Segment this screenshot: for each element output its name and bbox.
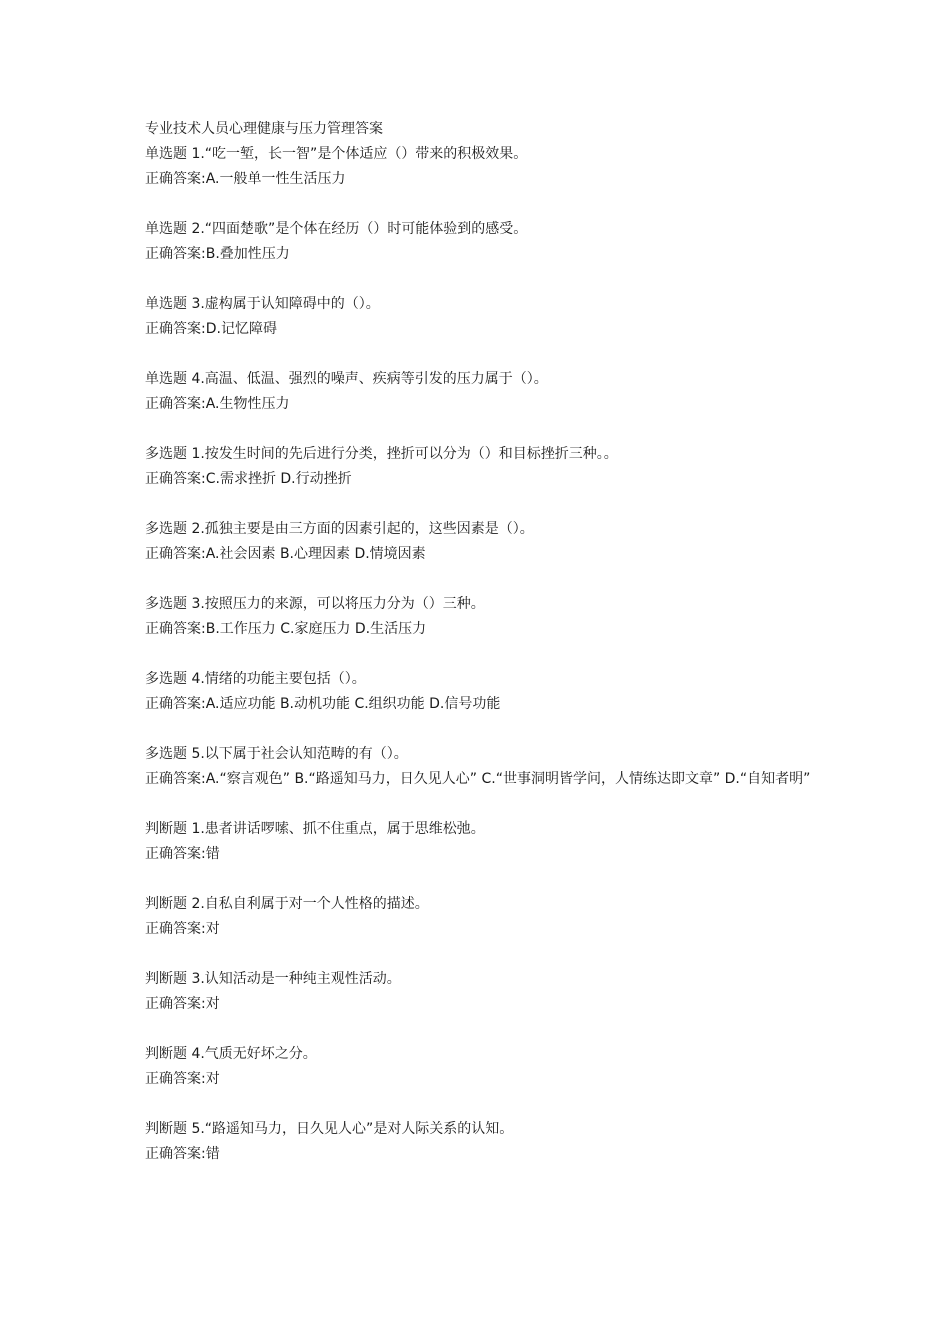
answer-text: 正确答案:对 (145, 996, 220, 1012)
question-block (145, 742, 815, 792)
answer-text: 正确答案:错 (145, 846, 220, 862)
question-block (145, 142, 815, 192)
question-block (145, 817, 815, 867)
answer-text: 正确答案:A.生物性压力 (145, 396, 290, 412)
question-block (145, 667, 815, 717)
question-text: 判断题 2.自私自利属于对一个人性格的描述。 (145, 896, 429, 912)
question-text: 单选题 1.“吃一堑，长一智”是个体适应（）带来的积极效果。 (145, 146, 528, 162)
question-block (145, 892, 815, 942)
question-block (145, 967, 815, 1017)
question-text: 判断题 1.患者讲话啰嗦、抓不住重点，属于思维松弛。 (145, 821, 485, 837)
question-block (145, 1042, 815, 1092)
answer-text: 正确答案:D.记忆障碍 (145, 321, 277, 337)
question-text: 多选题 3.按照压力的来源，可以将压力分为（）三种。 (145, 596, 485, 612)
document-page (145, 118, 815, 1192)
answer-text: 正确答案:A.一般单一性生活压力 (145, 171, 346, 187)
question-text: 判断题 5.“路遥知马力，日久见人心”是对人际关系的认知。 (145, 1121, 514, 1137)
answer-text: 正确答案:对 (145, 1071, 220, 1087)
question-block (145, 292, 815, 342)
answer-text: 正确答案:A.社会因素 B.心理因素 D.情境因素 (145, 546, 426, 562)
answer-text: 正确答案:A.“察言观色” B.“路遥知马力，日久见人心” C.“世事洞明皆学问，人情练达即文章” D.“自知者明” (145, 771, 811, 787)
question-text: 多选题 1.按发生时间的先后进行分类，挫折可以分为（）和目标挫折三种。。 (145, 446, 618, 462)
answer-text: 正确答案:B.叠加性压力 (145, 246, 290, 262)
answer-text: 正确答案:对 (145, 921, 220, 937)
question-block (145, 592, 815, 642)
question-text: 多选题 4.情绪的功能主要包括（）。 (145, 671, 366, 687)
question-block (145, 1117, 815, 1167)
question-text: 多选题 2.孤独主要是由三方面的因素引起的，这些因素是（）。 (145, 521, 534, 537)
question-block (145, 217, 815, 267)
question-text: 单选题 2.“四面楚歌”是个体在经历（）时可能体验到的感受。 (145, 221, 528, 237)
question-text: 判断题 3.认知活动是一种纯主观性活动。 (145, 971, 401, 987)
question-block (145, 517, 815, 567)
question-text: 判断题 4.气质无好坏之分。 (145, 1046, 317, 1062)
answer-text: 正确答案:B.工作压力 C.家庭压力 D.生活压力 (145, 621, 427, 637)
answer-text: 正确答案:C.需求挫折 D.行动挫折 (145, 471, 352, 487)
question-block (145, 367, 815, 417)
question-text: 单选题 3.虚构属于认知障碍中的（）。 (145, 296, 380, 312)
question-text: 单选题 4.高温、低温、强烈的噪声、疾病等引发的压力属于（）。 (145, 371, 548, 387)
answer-text: 正确答案:错 (145, 1146, 220, 1162)
document-title: 专业技术人员心理健康与压力管理答案 (145, 121, 383, 137)
answer-text: 正确答案:A.适应功能 B.动机功能 C.组织功能 D.信号功能 (145, 696, 501, 712)
question-text: 多选题 5.以下属于社会认知范畴的有（）。 (145, 746, 408, 762)
question-block (145, 442, 815, 492)
